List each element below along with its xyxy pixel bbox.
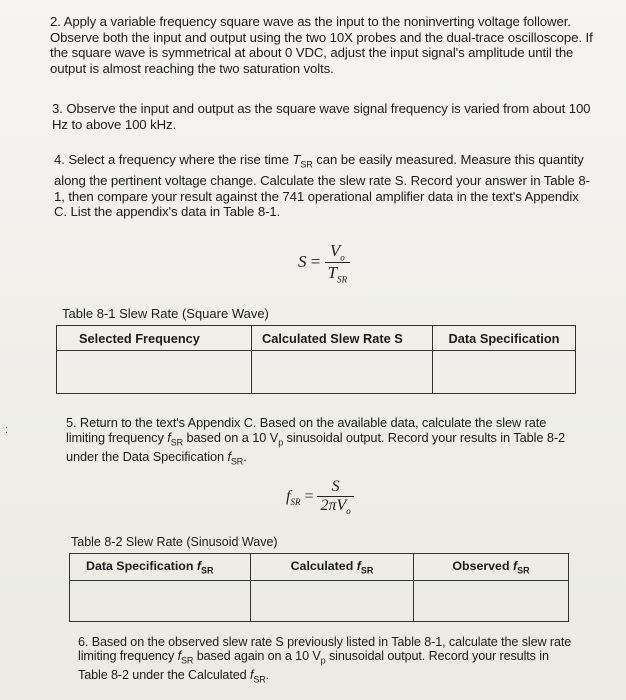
column-header-selected-frequency: Selected Frequency — [57, 326, 252, 351]
table-cell-calculated-slew-rate[interactable] — [252, 351, 433, 394]
column-header-observed-fsr: Observed $f_{SR}$ — [414, 554, 569, 581]
slew-rate-sinusoid-table — [69, 553, 569, 622]
table-cell-data-specification-fsr[interactable] — [70, 581, 251, 622]
table-header-row — [70, 554, 569, 581]
step-6-text: 6. Based on the observed slew rate S previously listed in Table 8-1, calculate the slew rate limiting frequency $f_{SR}$ based again on a 10 $V_p$ sinusoidal output. Record your results in Table 8-2 under the Calculated $f_{SR}$. — [78, 635, 572, 685]
table-8-1-caption: Table 8-1 Slew Rate (Square Wave) — [62, 306, 269, 321]
column-header-data-specification: Data Specification — [433, 326, 576, 351]
step-5-text: 5. Return to the text's Appendix C. Based on the available data, calculate the slew rate limiting frequency $f_{SR}$ based on a 10 $V_p$ sinusoidal output. Record your results in Table 8-2 under the Data Specification $f_{SR}$. — [66, 415, 566, 467]
table-row — [57, 351, 576, 394]
column-header-data-specification-fsr: Data Specification $f_{SR}$ — [70, 554, 251, 581]
column-header-calculated-slew-rate: Calculated Slew Rate S — [252, 326, 433, 351]
table-cell-observed-fsr[interactable] — [414, 581, 569, 622]
table-row — [70, 581, 569, 622]
table-header-row — [57, 326, 576, 351]
slew-rate-equation: S = $\frac{V_o}{T_{SR}}$ — [298, 241, 350, 285]
column-header-calculated-fsr: Calculated $f_{SR}$ — [251, 554, 414, 581]
table-cell-data-specification[interactable] — [433, 351, 576, 394]
table-cell-selected-frequency[interactable] — [57, 351, 252, 394]
margin-mark: : — [5, 424, 9, 436]
slew-rate-frequency-equation: $f_{SR}$ = $\frac{S}{2\pi V_o}$ — [286, 478, 354, 516]
step-4-text: 4. Select a frequency where the rise time $T_{SR}$ can be easily measured. Measure this quantity along the pertinent voltage change. Calculate the slew rate S. Record your answer in Table 8-1, then compare your result against the 741 operational amplifier data in the text's Appendix C. List the appendix's data in Table 8-1. — [54, 152, 590, 220]
step-3-text: 3. Observe the input and output as the square wave signal frequency is varied from about 100 Hz to above 100 kHz. — [52, 101, 591, 132]
slew-rate-square-table — [56, 325, 576, 394]
table-cell-calculated-fsr[interactable] — [251, 581, 414, 622]
step-2-text: 2. Apply a variable frequency square wave as the input to the noninverting voltage follower. Observe both the input and output using the two 10X probes and the dual-trace oscilloscope. If the square wave is symmetrical at about 0 VDC, adjust the input signal's amplitude until the output is almost reaching the two saturation volts. — [50, 14, 593, 76]
table-8-2-caption: Table 8-2 Slew Rate (Sinusoid Wave) — [71, 535, 278, 549]
